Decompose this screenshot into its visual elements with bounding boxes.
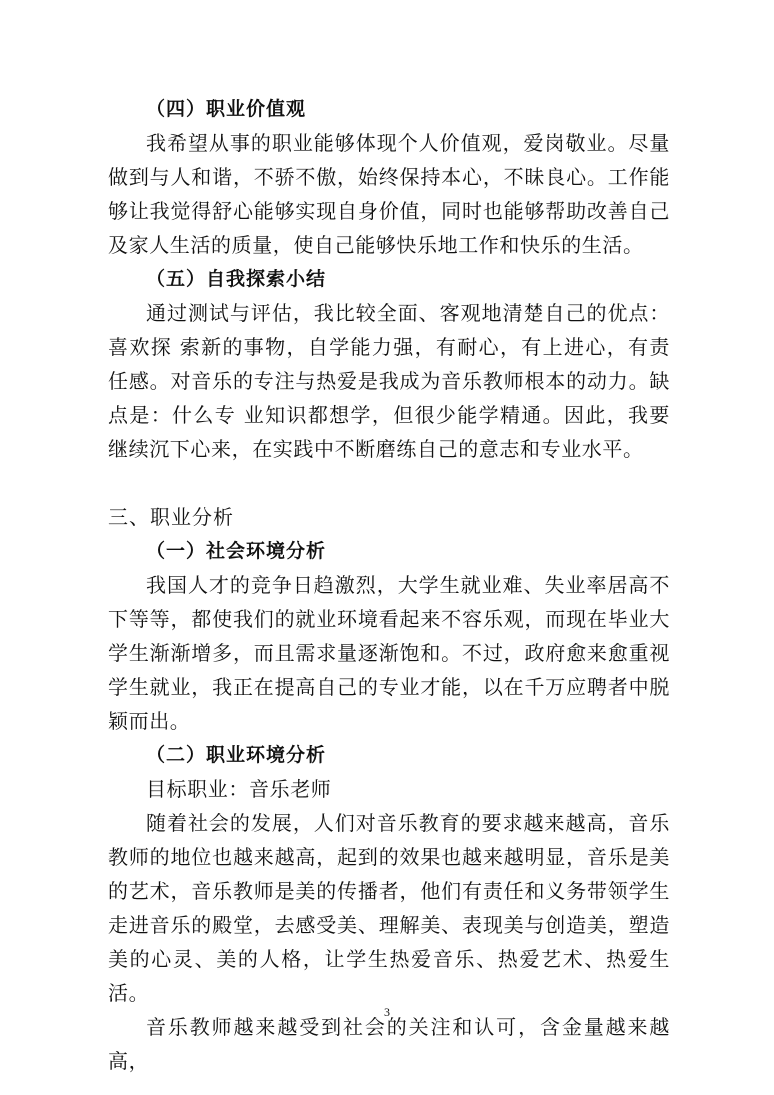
paragraph-self-exploration-summary: 通过测试与评估，我比较全面、客观地清楚自己的优点：喜欢探 索新的事物，自学能力强，有耐心，有上进心，有责任感。对音乐的专注与热爱是我成为音乐教师根本的动力。缺点是：什么专 业知识都想学，但很少能学精通。因此，我要继续沉下心来，在实践中不断磨练自己的意志和专业水平。 bbox=[108, 301, 670, 461]
blank-line bbox=[108, 466, 670, 500]
paragraph-career-values: 我希望从事的职业能够体现个人价值观，爱岗敬业。尽量做到与人和谐，不骄不傲，始终保持本心，不昧良心。工作能够让我觉得舒心能够实现自身价值，同时也能够帮助改善自己及家人生活的质量，使自己能够快乐地工作和快乐的生活。 bbox=[108, 131, 670, 257]
section-heading-career-environment: （二）职业环境分析 bbox=[146, 744, 327, 766]
paragraph-target-career: 目标职业：音乐老师 bbox=[146, 777, 332, 801]
section-heading-career-values: （四）职业价值观 bbox=[146, 98, 307, 120]
page-number: 3 bbox=[384, 1005, 390, 1019]
section-heading-self-exploration-summary: （五）自我探索小结 bbox=[146, 268, 327, 290]
chapter-heading-career-analysis: 三、职业分析 bbox=[108, 505, 234, 529]
paragraph-music-teacher-recognition: 音乐教师越来越受到社会的关注和认可，含金量越来越高， bbox=[108, 1015, 670, 1073]
section-heading-social-environment: （一）社会环境分析 bbox=[146, 540, 327, 562]
document-content bbox=[108, 92, 670, 1078]
paragraph-social-environment: 我国人才的竞争日趋激烈，大学生就业难、失业率居高不下等等，都使我们的就业环境看起来不容乐观，而现在毕业大学生渐渐增多，而且需求量逐渐饱和。不过，政府愈来愈重视学生就业，我正在提高自己的专业才能，以在千万应聘者中脱颖而出。 bbox=[108, 573, 670, 733]
paragraph-music-education: 随着社会的发展，人们对音乐教育的要求越来越高，音乐教师的地位也越来越高，起到的效果也越来越明显，音乐是美的艺术，音乐教师是美的传播者，他们有责任和义务带领学生走进音乐的殿堂，去感受美、理解美、表现美与创造美，塑造美的心灵、美的人格，让学生热爱音乐、热爱艺术、热爱生活。 bbox=[108, 811, 670, 1005]
